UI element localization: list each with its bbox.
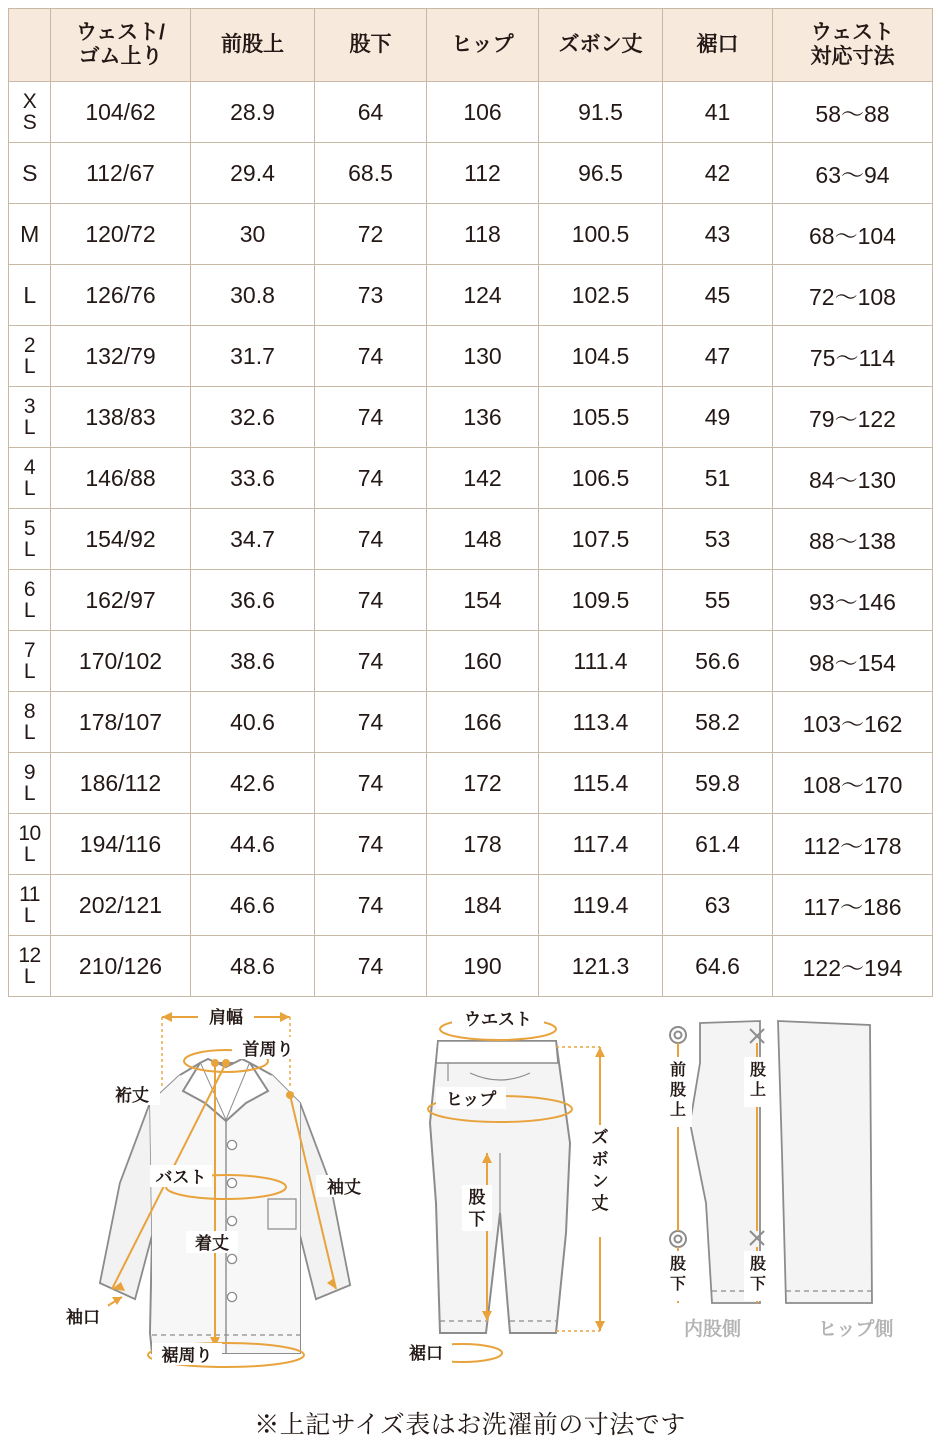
row-size-label: M	[9, 204, 51, 265]
row-size-label-top: 8	[23, 700, 36, 723]
table-row	[9, 570, 933, 631]
row-pants-length: 107.5	[539, 509, 663, 570]
col-header-waist	[51, 9, 191, 82]
row-front-rise: 48.6	[191, 936, 315, 997]
size-chart-page	[0, 8, 940, 1439]
row-waist-range: 63〜94	[773, 143, 933, 204]
row-waist-range: 84〜130	[773, 448, 933, 509]
table-row	[9, 814, 933, 875]
col-header-hip: ヒップ	[427, 9, 539, 82]
row-size-label	[9, 570, 51, 631]
svg-text:上: 上	[749, 1082, 767, 1099]
row-pants-length: 102.5	[539, 265, 663, 326]
row-hem: 41	[663, 82, 773, 143]
svg-text:内股側: 内股側	[684, 1319, 742, 1340]
row-front-rise: 31.7	[191, 326, 315, 387]
row-inseam: 74	[315, 570, 427, 631]
row-size-label-top: 11	[19, 883, 40, 906]
svg-text:ボ: ボ	[591, 1150, 609, 1169]
svg-text:バスト: バスト	[155, 1168, 207, 1187]
svg-text:下: 下	[749, 1276, 767, 1293]
row-size-label-top: 5	[23, 517, 36, 540]
row-front-rise: 29.4	[191, 143, 315, 204]
row-hip: 178	[427, 814, 539, 875]
row-waist-range: 88〜138	[773, 509, 933, 570]
row-front-rise: 33.6	[191, 448, 315, 509]
table-row	[9, 448, 933, 509]
row-hip: 172	[427, 753, 539, 814]
row-size-label	[9, 692, 51, 753]
row-hip: 166	[427, 692, 539, 753]
row-hip: 184	[427, 875, 539, 936]
row-hem: 43	[663, 204, 773, 265]
row-hip: 190	[427, 936, 539, 997]
row-hip: 112	[427, 143, 539, 204]
row-pants-length: 109.5	[539, 570, 663, 631]
row-size-label	[9, 509, 51, 570]
row-size-label-bottom: L	[23, 965, 36, 988]
svg-text:股: 股	[749, 1062, 767, 1079]
jacket-illustration	[58, 1005, 372, 1367]
row-hem: 63	[663, 875, 773, 936]
row-inseam: 68.5	[315, 143, 427, 204]
row-size-label-bottom: L	[23, 721, 36, 744]
col-header-front-rise: 前股上	[191, 9, 315, 82]
row-waist: 194/116	[51, 814, 191, 875]
table-header	[9, 9, 933, 82]
table-row	[9, 936, 933, 997]
row-size-label-bottom: L	[23, 660, 36, 683]
row-inseam: 72	[315, 204, 427, 265]
row-hem: 58.2	[663, 692, 773, 753]
row-size-label: S	[9, 143, 51, 204]
svg-text:首周り: 首周り	[242, 1040, 294, 1059]
svg-text:着丈: 着丈	[195, 1234, 229, 1253]
row-hip: 148	[427, 509, 539, 570]
row-size-label-bottom: L	[23, 904, 36, 927]
svg-text:前: 前	[669, 1062, 687, 1079]
col-header-size	[9, 9, 51, 82]
row-waist-range: 58〜88	[773, 82, 933, 143]
row-hem: 47	[663, 326, 773, 387]
row-waist: 138/83	[51, 387, 191, 448]
row-waist-range: 122〜194	[773, 936, 933, 997]
row-hem: 45	[663, 265, 773, 326]
table-row	[9, 509, 933, 570]
row-front-rise: 36.6	[191, 570, 315, 631]
table-row	[9, 82, 933, 143]
row-size-label	[9, 631, 51, 692]
row-pants-length: 119.4	[539, 875, 663, 936]
row-pants-length: 105.5	[539, 387, 663, 448]
row-size-label-bottom: L	[23, 843, 36, 866]
row-size-label-bottom: L	[23, 538, 36, 561]
row-front-rise: 40.6	[191, 692, 315, 753]
row-inseam: 74	[315, 326, 427, 387]
col-header-hem: 裾口	[663, 9, 773, 82]
row-pants-length: 106.5	[539, 448, 663, 509]
row-front-rise: 32.6	[191, 387, 315, 448]
col-header-waist-range-line2: 対応寸法	[810, 45, 895, 68]
row-pants-length: 96.5	[539, 143, 663, 204]
row-pants-length: 121.3	[539, 936, 663, 997]
row-waist-range: 75〜114	[773, 326, 933, 387]
row-size-label-top: 9	[23, 761, 36, 784]
row-size-label	[9, 936, 51, 997]
col-header-waist-range-line1: ウェスト	[810, 21, 895, 45]
row-inseam: 74	[315, 814, 427, 875]
row-size-label-top: X	[22, 90, 37, 113]
row-waist: 126/76	[51, 265, 191, 326]
row-hem: 42	[663, 143, 773, 204]
col-header-waist-line2: ゴム上り	[78, 45, 163, 68]
row-hip: 106	[427, 82, 539, 143]
row-hip: 136	[427, 387, 539, 448]
row-hip: 130	[427, 326, 539, 387]
row-hem: 51	[663, 448, 773, 509]
table-row	[9, 143, 933, 204]
row-inseam: 74	[315, 448, 427, 509]
row-front-rise: 34.7	[191, 509, 315, 570]
row-hip: 142	[427, 448, 539, 509]
row-pants-length: 113.4	[539, 692, 663, 753]
row-size-label-bottom: L	[23, 355, 36, 378]
row-waist-range: 117〜186	[773, 875, 933, 936]
row-size-label	[9, 448, 51, 509]
row-size-label	[9, 875, 51, 936]
row-size-label-bottom: L	[23, 416, 36, 439]
row-pants-length: 111.4	[539, 631, 663, 692]
footnote: ※上記サイズ表はお洗濯前の寸法です	[254, 1411, 686, 1439]
row-hem: 53	[663, 509, 773, 570]
svg-text:股: 股	[749, 1256, 767, 1273]
svg-text:ズ: ズ	[591, 1128, 609, 1147]
row-hip: 160	[427, 631, 539, 692]
svg-text:ン: ン	[591, 1172, 609, 1191]
col-header-waist-range	[773, 9, 933, 82]
row-waist: 186/112	[51, 753, 191, 814]
row-waist-range: 112〜178	[773, 814, 933, 875]
table-row	[9, 265, 933, 326]
table-row	[9, 326, 933, 387]
row-size-label	[9, 82, 51, 143]
row-inseam: 64	[315, 82, 427, 143]
row-size-label-top: 12	[18, 944, 41, 967]
row-waist: 104/62	[51, 82, 191, 143]
row-size-label	[9, 814, 51, 875]
row-waist: 210/126	[51, 936, 191, 997]
row-waist-range: 108〜170	[773, 753, 933, 814]
row-waist-range: 103〜162	[773, 692, 933, 753]
svg-text:下: 下	[468, 1210, 486, 1229]
row-waist: 120/72	[51, 204, 191, 265]
row-hip: 154	[427, 570, 539, 631]
row-waist-range: 72〜108	[773, 265, 933, 326]
row-waist: 154/92	[51, 509, 191, 570]
size-table	[8, 8, 933, 997]
svg-text:袖丈: 袖丈	[327, 1178, 361, 1197]
row-front-rise: 30	[191, 204, 315, 265]
svg-text:裾周り: 裾周り	[161, 1346, 213, 1365]
svg-text:股: 股	[468, 1188, 486, 1207]
row-waist-range: 98〜154	[773, 631, 933, 692]
row-hem: 64.6	[663, 936, 773, 997]
row-waist: 202/121	[51, 875, 191, 936]
row-pants-length: 117.4	[539, 814, 663, 875]
row-size-label-bottom: L	[23, 599, 36, 622]
row-waist-range: 68〜104	[773, 204, 933, 265]
row-size-label	[9, 387, 51, 448]
col-header-inseam: 股下	[315, 9, 427, 82]
row-size-label	[9, 753, 51, 814]
row-size-label-bottom: L	[23, 477, 36, 500]
row-waist: 132/79	[51, 326, 191, 387]
row-waist: 146/88	[51, 448, 191, 509]
table-header-row	[9, 9, 933, 82]
row-waist: 170/102	[51, 631, 191, 692]
row-hem: 56.6	[663, 631, 773, 692]
row-inseam: 74	[315, 509, 427, 570]
row-size-label-top: 2	[23, 334, 36, 357]
row-size-label-top: 3	[23, 395, 36, 418]
row-inseam: 74	[315, 692, 427, 753]
table-row	[9, 387, 933, 448]
row-hem: 49	[663, 387, 773, 448]
table-row	[9, 631, 933, 692]
row-front-rise: 44.6	[191, 814, 315, 875]
table-row	[9, 204, 933, 265]
svg-text:袖口: 袖口	[66, 1308, 100, 1327]
row-inseam: 73	[315, 265, 427, 326]
svg-text:肩幅: 肩幅	[209, 1008, 243, 1027]
col-header-pants-length: ズボン丈	[539, 9, 663, 82]
row-size-label-bottom: S	[22, 111, 37, 134]
svg-text:股: 股	[669, 1082, 687, 1099]
table-body	[9, 82, 933, 997]
svg-text:裄丈: 裄丈	[115, 1086, 149, 1105]
row-inseam: 74	[315, 631, 427, 692]
svg-text:裾口: 裾口	[409, 1344, 443, 1363]
row-inseam: 74	[315, 753, 427, 814]
row-waist-range: 93〜146	[773, 570, 933, 631]
row-hip: 118	[427, 204, 539, 265]
row-waist: 112/67	[51, 143, 191, 204]
row-waist: 162/97	[51, 570, 191, 631]
pants-illustration	[400, 1007, 614, 1363]
row-front-rise: 30.8	[191, 265, 315, 326]
row-waist-range: 79〜122	[773, 387, 933, 448]
row-hip: 124	[427, 265, 539, 326]
row-size-label-top: 10	[18, 822, 41, 845]
svg-text:ヒップ: ヒップ	[445, 1090, 497, 1109]
row-inseam: 74	[315, 387, 427, 448]
svg-text:ヒップ側: ヒップ側	[818, 1319, 894, 1340]
row-front-rise: 38.6	[191, 631, 315, 692]
rise-detail-illustration	[664, 1021, 893, 1340]
row-hem: 59.8	[663, 753, 773, 814]
svg-text:下: 下	[669, 1276, 687, 1293]
row-pants-length: 115.4	[539, 753, 663, 814]
col-header-waist-line1: ウェスト/	[76, 21, 165, 45]
svg-text:上: 上	[669, 1102, 687, 1119]
row-pants-length: 100.5	[539, 204, 663, 265]
row-pants-length: 91.5	[539, 82, 663, 143]
row-front-rise: 42.6	[191, 753, 315, 814]
table-row	[9, 692, 933, 753]
row-inseam: 74	[315, 875, 427, 936]
table-row	[9, 875, 933, 936]
measurement-diagram	[0, 1003, 940, 1403]
row-waist: 178/107	[51, 692, 191, 753]
row-size-label-bottom: L	[23, 782, 36, 805]
row-size-label	[9, 326, 51, 387]
row-size-label: L	[9, 265, 51, 326]
row-pants-length: 104.5	[539, 326, 663, 387]
row-front-rise: 46.6	[191, 875, 315, 936]
svg-text:股: 股	[669, 1256, 687, 1273]
row-size-label-top: 7	[23, 639, 36, 662]
row-size-label-top: 4	[23, 456, 36, 479]
row-hem: 55	[663, 570, 773, 631]
svg-text:ウエスト: ウエスト	[464, 1010, 532, 1029]
svg-text:丈: 丈	[591, 1194, 609, 1213]
row-inseam: 74	[315, 936, 427, 997]
row-front-rise: 28.9	[191, 82, 315, 143]
table-row	[9, 753, 933, 814]
row-size-label-top: 6	[23, 578, 36, 601]
row-hem: 61.4	[663, 814, 773, 875]
